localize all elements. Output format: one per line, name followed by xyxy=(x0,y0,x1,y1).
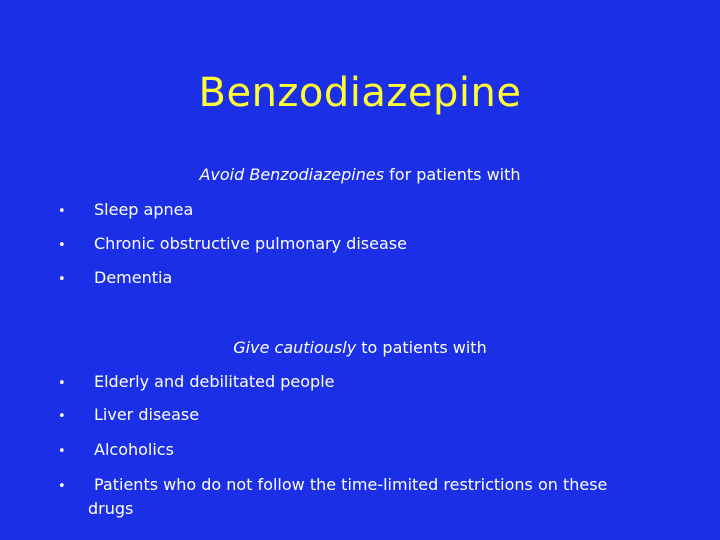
list-item-text: Patients who do not follow the time-limited restrictions on these xyxy=(94,475,608,494)
list-item xyxy=(58,440,174,459)
bullet: • xyxy=(58,238,66,253)
list-item xyxy=(58,474,658,520)
bullet: • xyxy=(58,204,66,219)
list-item xyxy=(58,405,199,424)
heading-emphasis: Give cautiously xyxy=(233,338,357,357)
list-item-text: Chronic obstructive pulmonary disease xyxy=(94,234,407,253)
heading-text: to patients with xyxy=(356,338,487,357)
heading-text: for patients with xyxy=(384,165,521,184)
list-item-text: Dementia xyxy=(94,268,173,287)
bullet: • xyxy=(58,409,66,424)
list-item xyxy=(58,200,193,219)
list-item-text: Elderly and debilitated people xyxy=(94,372,335,391)
list-item-text: Alcoholics xyxy=(94,440,174,459)
section-heading-avoid xyxy=(0,165,720,184)
heading-emphasis: Avoid Benzodiazepines xyxy=(199,165,385,184)
list-item xyxy=(58,234,407,253)
bullet: • xyxy=(58,376,66,391)
slide-title: Benzodiazepine xyxy=(198,70,522,116)
list-item xyxy=(58,372,334,391)
list-item-text: Liver disease xyxy=(94,405,200,424)
bullet: • xyxy=(58,272,66,287)
list-item-text-continued: drugs xyxy=(88,499,134,518)
bullet: • xyxy=(58,444,66,459)
list-item-text: Sleep apnea xyxy=(94,200,194,219)
bullet: • xyxy=(58,479,66,494)
section-heading-caution xyxy=(0,338,720,357)
list-item xyxy=(58,268,172,287)
